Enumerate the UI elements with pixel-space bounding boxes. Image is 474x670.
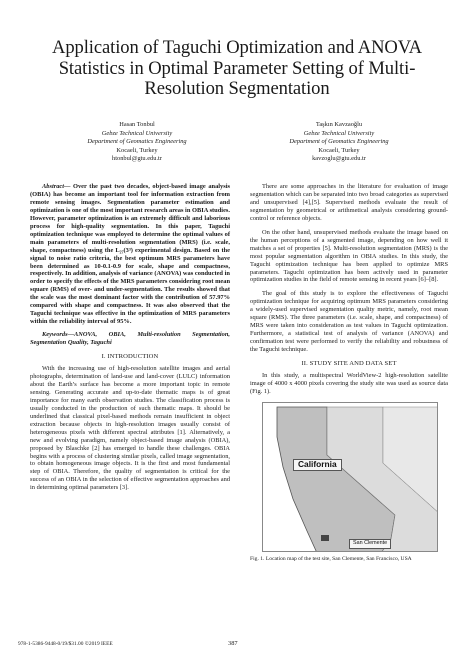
author-affiliation: Gebze Technical University: [101, 129, 173, 137]
right-column: [250, 183, 448, 563]
abstract-lead: Abstract: [42, 183, 65, 190]
study-paragraph: In this study, a multispectral WorldView-2 high-resolution satellite image of 4000 x 4000 pixels covering the study site was used as source data (Fig. 1).: [250, 372, 448, 395]
intro-paragraph: With the increasing use of high-resolution satellite images and aerial photographs, determination of land-use and land-cover (LULC) information about the Earth’s surface has become a more important topic in remote sensing. Generating accurate and up-to-date thematic maps is of great importance for many earth observation studies. The classification process is usually conducted in the production of such thematic maps. It should be underlined that classical pixel-based methods remain insufficient in object extraction because objects in high-resolution images usually consist of heterogeneous pixels with different spectral attributes [1]. Alternatively, a new and evolving paradigm, namely object-based image analysis (OBIA), proposed by Blaschke [2] has emerged to handle these challenges. OBIA begins with a process of clustering similar pixels, called image segmentation, to obtain homogeneous image objects. It is the first and most fundamental step of OBIA. Therefore, the quality of segmentation is critical for the success of an OBIA in the selection of effective segmentation approaches and in determining optimal parameters [3].: [30, 365, 230, 492]
body-paragraph: There are some approaches in the literature for evaluation of image segmentation which can be separated into two broad categories as supervised and unsupervised [4],[5]. Supervised methods evaluate the result of segmentation by geometrical or arithmetical analysis considering ground-control or reference objects.: [250, 183, 448, 222]
author-location: Kocaeli, Turkey: [318, 146, 360, 154]
author-affiliation: Gebze Technical University: [303, 129, 375, 137]
figure-caption: Fig. 1. Location map of the test site, San Clemente, San Francisco, USA: [250, 555, 412, 562]
page-number: 387: [228, 640, 238, 647]
paper-title: Application of Taguchi Optimization and ANOVA Statistics in Optimal Parameter Setting of Multi-Resolution Segmentation: [52, 37, 422, 99]
location-map-figure: [262, 402, 438, 552]
map-label-san-clemente: San Clemente: [349, 539, 391, 549]
author-name: Hasan Tonbul: [119, 121, 155, 128]
author-department: Department of Geomatics Engineering: [289, 138, 389, 146]
body-paragraph: The goal of this study is to explore the effectiveness of Taguchi optimization technique for acquiring optimum MRS parameters considering a widely-used supervised segmentation quality metric, namely, root mean square (RMS). The three parameters (i.e. scale, shape, and compactness) of MRS were taken into consideration as test values in Taguchi optimization. Furthermore, a statistical test of analysis of variance (ANOVA) and confirmation test were performed to verify the reliability and robustness of the Taguchi technique.: [250, 290, 448, 354]
author-block-1: [42, 121, 232, 164]
footer-isbn: 978-1-5386-9448-0/19/$31.00 ©2019 IEEE: [18, 641, 113, 647]
location-map-graphic: [263, 403, 438, 552]
abstract-text: Over the past two decades, object-based image analysis (OBIA) has become an important tool for information extraction from remote sensing images. Segmentation parameter estimation and optimization is one of the most important research areas in OBIA studies. However, parameter optimization is an extremely difficult and laborious process for high-quality segmentation. In this paper, Taguchi optimization technique was employed to determine the optimal values of main parameters of multi-resolution segmentation (MRS) (i.e. scale, shape, compactness) using the L₂₇(3³) experimental design. Based on the signal to noise ratio criteria, the best optimum MRS parameters have been determined as 10-0.1-0.9 for scale, shape and compactness, respectively. In addition, analysis of variance (ANOVA) was conducted in order to specify the effects of the MRS parameters considering root mean square (RMS) of over- and under-segmentation. The results showed that the scale was the most dominant factor with the contribution of 57.97% compared with shape and compactness. It was also observed that the Taguchi technique was effective in the optimization of MRS parameters within the reliability interval of 95%.: [30, 183, 230, 326]
author-email[interactable]: kavzoglu@gtu.edu.tr: [312, 155, 366, 163]
left-column: [30, 183, 230, 498]
author-department: Department of Geomatics Engineering: [87, 138, 187, 146]
body-paragraph: On the other hand, unsupervised methods evaluate the image based on the human perceptions of a segmented image, depending on how well it matches a set of properties [5]. Multi-resolution segmentation (MRS) is the most popular segmentation algorithm in OBIA studies. In this study, the Taguchi optimization technique has been applied to optimize MRS parameters. Taguchi optimization has been actively used in parameter optimization studies in the field of remote sensing in recent years [6]–[8].: [250, 228, 448, 284]
section-heading-study-site: II. STUDY SITE AND DATA SET: [301, 360, 397, 368]
keywords-text: —ANOVA, OBIA, Multi-resolution Segmentation, Segmentation Quality, Taguchi: [30, 331, 230, 347]
map-label-california: California: [293, 459, 342, 471]
author-location: Kocaeli, Turkey: [116, 146, 158, 154]
abstract-dash: —: [64, 183, 73, 190]
author-email[interactable]: htonbul@gtu.edu.tr: [112, 155, 162, 163]
keywords-lead: Keywords: [42, 331, 68, 339]
keywords: [30, 331, 230, 347]
author-name: Taşkın Kavzaoğlu: [315, 121, 363, 128]
abstract: [30, 183, 230, 326]
section-heading-introduction: I. INTRODUCTION: [101, 353, 159, 361]
author-block-2: [244, 121, 434, 164]
